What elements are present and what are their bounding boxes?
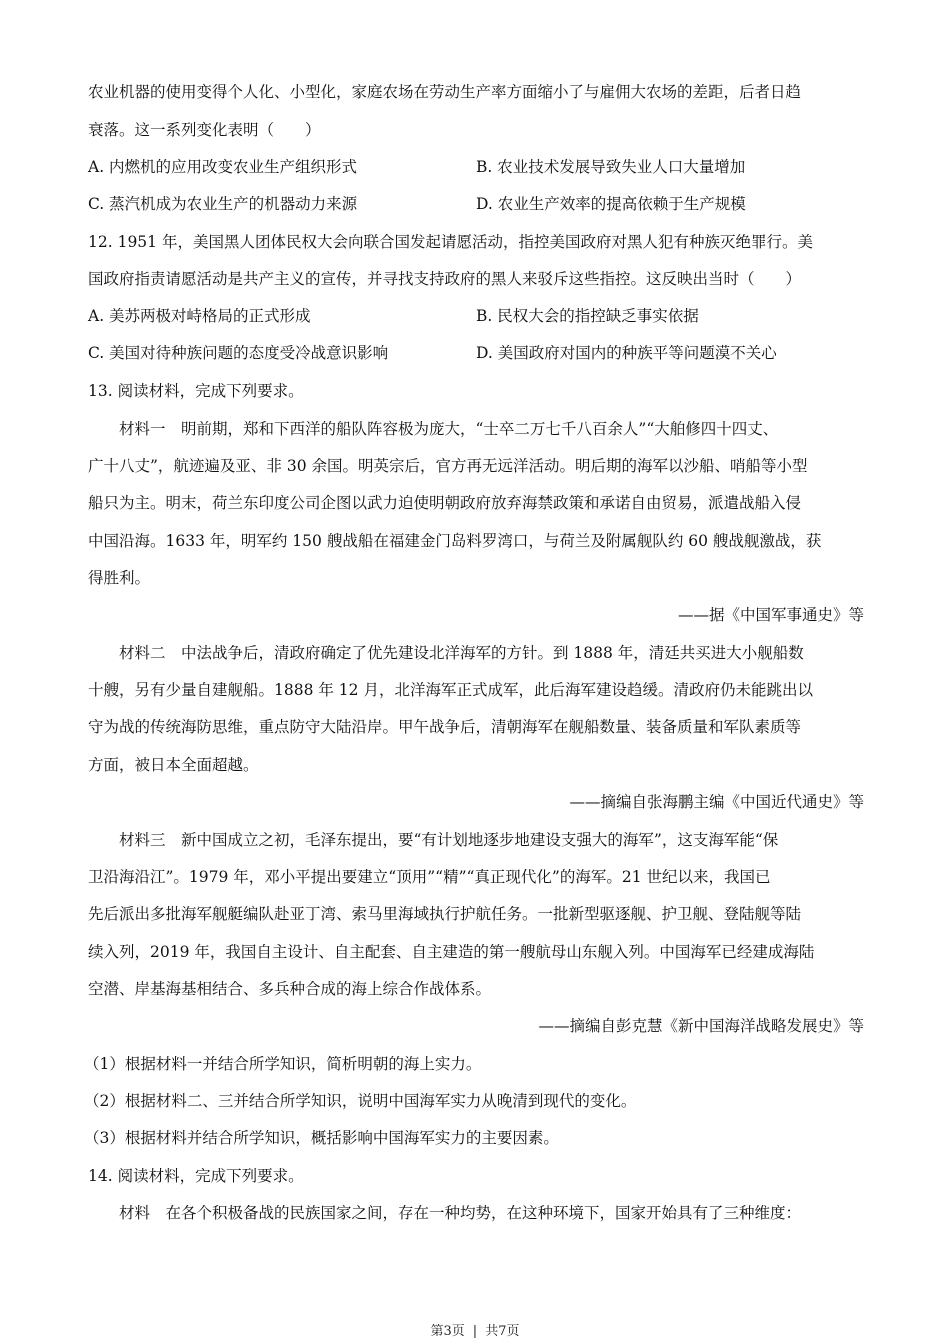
q13-material-3-line: 空潜、岸基海基相结合、多兵种合成的海上综合作战体系。 (88, 980, 492, 998)
q11-text-line-1: 农业机器的使用变得个人化、小型化，家庭农场在劳动生产率方面缩小了与雇佣大农场的差距，后者日趋 (88, 83, 802, 101)
q13-material-2-line: 材料二 中法战争后，清政府确定了优先建设北洋海军的方针。到 1888 年，清廷共买进大小舰船数 (88, 644, 804, 662)
q11-option-b[interactable]: B. 农业技术发展导致失业人口大量增加 (476, 158, 746, 176)
q12-text-line-1: 12. 1951 年，美国黑人团体民权大会向联合国发起请愿活动，指控美国政府对黑人犯有种族灭绝罪行。美 (88, 233, 813, 251)
q13-material-1-line: 材料一 明前期，郑和下西洋的船队阵容极为庞大，“士卒二万七千八百余人”“大舶修四十四丈、 (88, 420, 779, 438)
q13-material-1-line: 中国沿海。1633 年，明军约 150 艘战船在福建金门岛料罗湾口，与荷兰及附属舰队约 60 艘战舰激战，获 (88, 532, 822, 550)
page-number: 第3页 (430, 1324, 465, 1339)
q13-material-2-line: 守为战的传统海防思维，重点防守大陆沿岸。甲午战争后，清朝海军在舰船数量、装备质量和军队素质等 (88, 718, 802, 736)
q11-option-c[interactable]: C. 蒸汽机成为农业生产的机器动力来源 (88, 195, 358, 213)
footer-separator: | (472, 1324, 478, 1339)
q12-option-a[interactable]: A. 美苏两极对峙格局的正式形成 (88, 307, 311, 325)
q13-material-2-source: ——摘编自张海鹏主编《中国近代通史》等 (569, 793, 864, 811)
q11-option-a[interactable]: A. 内燃机的应用改变农业生产组织形式 (88, 158, 358, 176)
q13-question-2: （2）根据材料二、三并结合所学知识，说明中国海军实力从晚清到现代的变化。 (84, 1092, 637, 1110)
q11-option-d[interactable]: D. 农业生产效率的提高依赖于生产规模 (476, 195, 746, 213)
q13-title: 13. 阅读材料，完成下列要求。 (88, 382, 304, 400)
q12-option-c[interactable]: C. 美国对待种族问题的态度受冷战意识影响 (88, 344, 389, 362)
q13-material-1-line: 广十八丈”，航迹遍及亚、非 30 余国。明英宗后，官方再无远洋活动。明后期的海军以沙船、哨船等小型 (88, 457, 808, 475)
q13-question-3: （3）根据材料并结合所学知识，概括影响中国海军实力的主要因素。 (84, 1129, 559, 1147)
q13-question-1: （1）根据材料一并结合所学知识，简析明朝的海上实力。 (84, 1055, 482, 1073)
page-total: 共7页 (485, 1324, 520, 1339)
q13-material-3-line: 卫沿海沿江”。1979 年，邓小平提出要建立“顶用”“精”“真正现代化”的海军。21 世纪以来，我国已 (88, 868, 771, 886)
q13-material-3-line: 续入列，2019 年，我国自主设计、自主配套、自主建造的第一艘航母山东舰入列。中国海军已经建成海陆 (88, 943, 815, 961)
q13-material-2-line: 十艘，另有少量自建舰船。1888 年 12 月，北洋海军正式成军，此后海军建设趋缓。清政府仍未能跳出以 (88, 681, 813, 699)
q12-option-d[interactable]: D. 美国政府对国内的种族平等问题漠不关心 (476, 344, 777, 362)
q11-text-line-2: 衰落。这一系列变化表明（ ） (88, 121, 321, 139)
q13-material-2-line: 方面，被日本全面超越。 (88, 756, 259, 774)
q13-material-1-line: 得胜利。 (88, 569, 151, 587)
q13-material-3-line: 先后派出多批海军舰艇编队赴亚丁湾、索马里海域执行护航任务。一批新型驱逐舰、护卫舰、登陆舰等陆 (88, 905, 802, 923)
q13-material-3-line: 材料三 新中国成立之初，毛泽东提出，要“有计划地逐步地建设支强大的海军”，这支海军能“保 (88, 831, 779, 849)
q14-material-line: 材料 在各个积极备战的民族国家之间，存在一种均势，在这种环境下，国家开始具有了三种维度： (88, 1204, 802, 1222)
q12-text-line-2: 国政府指责请愿活动是共产主义的宣传，并寻找支持政府的黑人来驳斥这些指控。这反映出当时（ ） (88, 270, 802, 288)
q12-option-b[interactable]: B. 民权大会的指控缺乏事实依据 (476, 307, 699, 325)
q13-material-3-source: ——摘编自彭克慧《新中国海洋战略发展史》等 (538, 1017, 864, 1035)
q13-material-1-source: ——据《中国军事通史》等 (677, 606, 864, 624)
q14-title: 14. 阅读材料，完成下列要求。 (88, 1167, 304, 1185)
page-footer (0, 1324, 950, 1340)
q13-material-1-line: 船只为主。明末，荷兰东印度公司企图以武力迫使明朝政府放弃海禁政策和承诺自由贸易，派遣战船入侵 (88, 494, 802, 512)
